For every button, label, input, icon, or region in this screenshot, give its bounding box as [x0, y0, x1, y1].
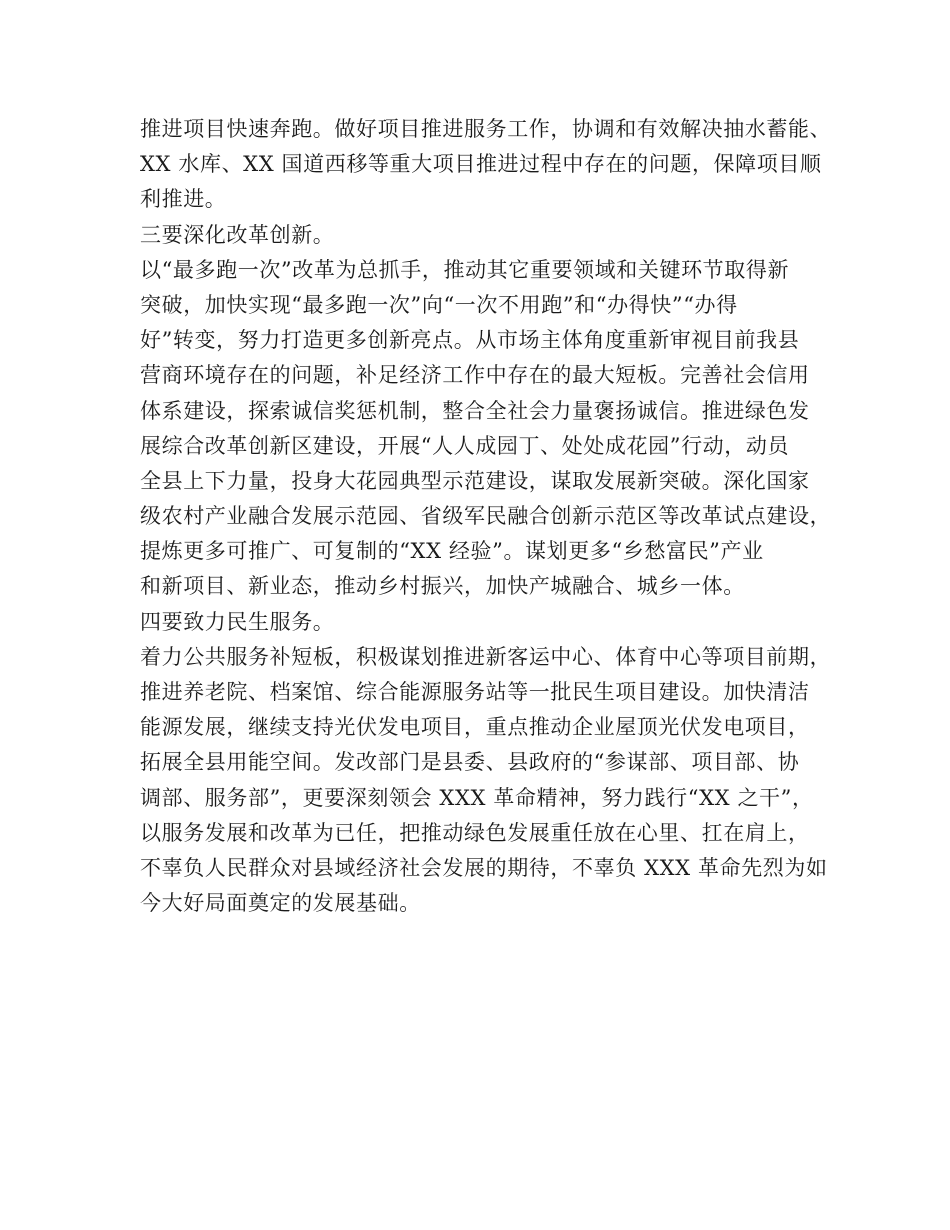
text-line: XX 水库、XX 国道西移等重大项目推进过程中存在的问题，保障项目顺 [140, 152, 822, 177]
text-line: 能源发展，继续支持光伏发电项目，重点推动企业屋顶光伏发电项目， [140, 715, 810, 740]
text-line: 营商环境存在的问题，补足经济工作中存在的最大短板。完善社会信用 [140, 363, 810, 388]
text-line: 调部、服务部”，更要深刻领会 XXX 革命精神，努力践行“XX 之干”， [140, 785, 814, 810]
text-line: 以“最多跑一次”改革为总抓手，推动其它重要领域和关键环节取得新 [140, 257, 790, 282]
text-line: 拓展全县用能空间。发改部门是县委、县政府的“参谋部、项目部、协 [140, 750, 800, 775]
text-line: 展综合改革创新区建设，开展“人人成园丁、处处成花园”行动，动员 [140, 433, 790, 458]
text-line: 提炼更多可推广、可复制的“XX 经验”。谋划更多“乡愁富民”产业 [140, 539, 764, 564]
text-line: 不辜负人民群众对县域经济社会发展的期待，不辜负 XXX 革命先烈为如 [140, 855, 828, 880]
text-line: 全县上下力量，投身大花园典型示范建设，谋取发展新突破。深化国家 [140, 468, 810, 493]
text-line: 着力公共服务补短板，积极谋划推进新客运中心、体育中心等项目前期， [140, 644, 832, 669]
text-line: 以服务发展和改革为已任，把推动绿色发展重任放在心里、扛在肩上， [140, 820, 810, 845]
text-line: 推进养老院、档案馆、综合能源服务站等一批民生项目建设。加快清洁 [140, 680, 810, 704]
text-line: 好”转变，努力打造更多创新亮点。从市场主体角度重新审视目前我县 [140, 328, 800, 353]
text-line: 利推进。 [140, 187, 227, 212]
text-line: 级农村产业融合发展示范园、省级军民融合创新示范区等改革试点建设， [140, 504, 832, 529]
text-line: 推进项目快速奔跑。做好项目推进服务工作，协调和有效解决抽水蓄能、 [140, 117, 832, 141]
body-text [140, 112, 840, 921]
section-heading: 三要深化改革创新。 [140, 222, 335, 247]
text-line: 突破，加快实现“最多跑一次”向“一次不用跑”和“办得快”“办得 [140, 292, 738, 317]
section-heading: 四要致力民生服务。 [140, 609, 335, 634]
text-line: 和新项目、新业态，推动乡村振兴，加快产城融合、城乡一体。 [140, 574, 745, 599]
text-line: 体系建设，探索诚信奖惩机制，整合全社会力量褒扬诚信。推进绿色发 [140, 398, 810, 423]
text-line: 今大好局面奠定的发展基础。 [140, 891, 421, 916]
